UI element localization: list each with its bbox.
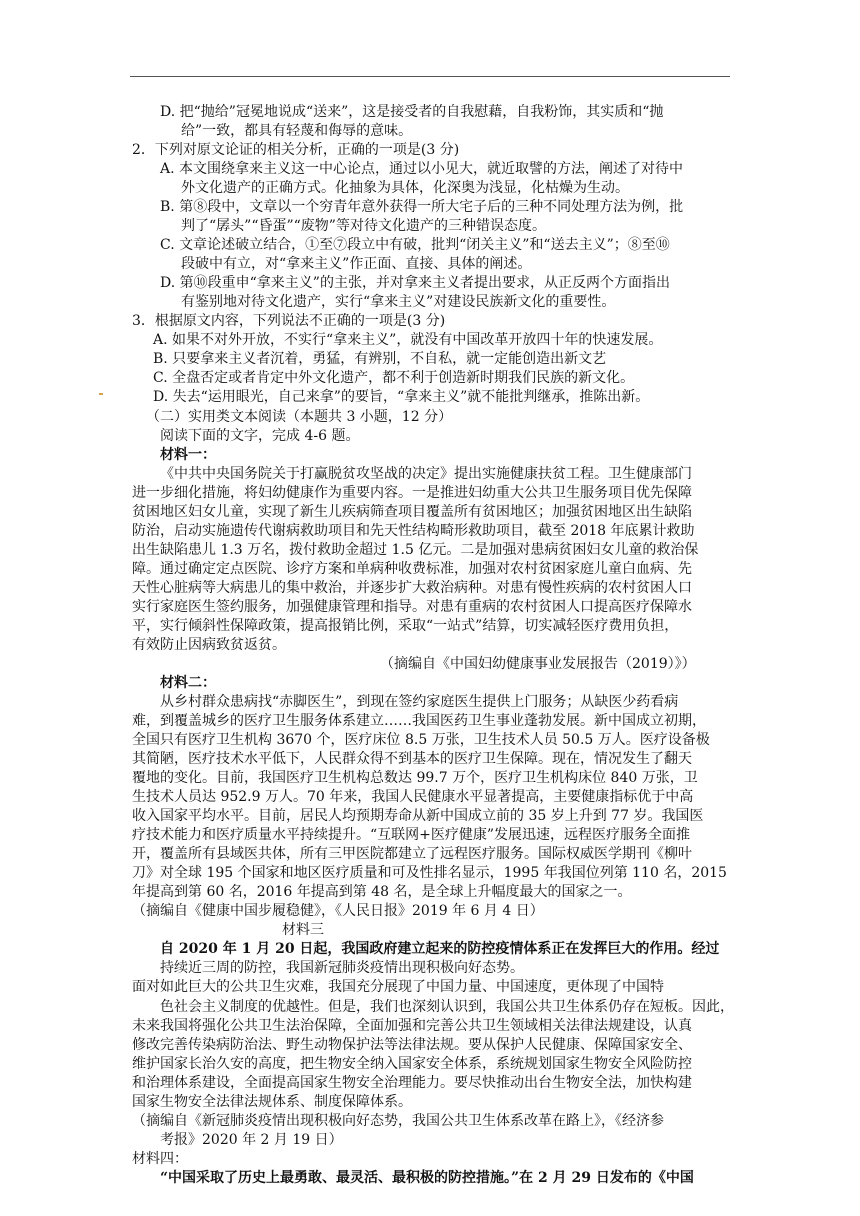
text-line: 贫困地区妇女儿童，实现了新生儿疾病筛查项目覆盖所有贫困地区；加强贫困地区出生缺陷 — [132, 504, 692, 520]
text-line: 维护国家长治久安的高度，把生物安全纳入国家安全体系，系统规划国家生物安全风险防控 — [132, 1056, 692, 1072]
text-line: D. 第⑩段重申“拿来主义”的主张，并对拿来主义者提出要求，从正反两个方面指出 — [160, 275, 670, 291]
source-citation: （摘编自《中国妇幼健康事业发展报告（2019）》） — [380, 656, 696, 672]
material-2-heading: 材料二： — [160, 675, 216, 691]
text-line: 有效防止因病致贫返贫。 — [132, 637, 286, 653]
text-line: 修改完善传染病防治法、野生动物保护法等法律法规。要从保护人民健康、保障国家安全、 — [132, 1037, 692, 1053]
text-line: 收入国家平均水平。目前，居民人均预期寿命从新中国成立前的 35 岁上升到 77 岁。我国医 — [132, 808, 704, 824]
text-line: 全国只有医疗卫生机构 3670 个，医疗床位 8.5 万张，卫生技术人员 50.5 万人。医疗设备极 — [132, 732, 710, 748]
text-line: 有鉴别地对待文化遗产，实行“拿来主义”对建设民族新文化的重要性。 — [181, 294, 616, 310]
text-line: 疗技术能力和医疗质量水平持续提升。“互联网+医疗健康”发展迅速，远程医疗服务全面推 — [132, 827, 691, 843]
question-3-stem: 3．根据原文内容，下列说法不正确的一项是(3 分) — [132, 313, 446, 329]
text-line: B. 第⑧段中，文章以一个穷青年意外获得一所大宅子后的三种不同处理方法为例，批 — [160, 199, 684, 215]
text-line: 未来我国将强化公共卫生法治保障，全面加强和完善公共卫生领域相关法律法规建设，认真 — [132, 1018, 692, 1034]
question-2-stem: 2．下列对原文论证的相关分析，正确的一项是(3 分) — [132, 142, 460, 158]
text-line: 给”一致，都具有轻蔑和侮辱的意味。 — [181, 123, 413, 139]
text-line: 国家生物安全法律法规体系、制度保障体系。 — [132, 1094, 412, 1110]
text-line: 阅读下面的文字，完成 4-6 题。 — [160, 428, 360, 444]
text-line: 从乡村群众患病找“赤脚医生”，到现在签约家庭医生提供上门服务；从缺医少药看病 — [160, 694, 679, 710]
text-line: 天性心脏病等大病患儿的集中救治，并逐步扩大救治病种。对患有慢性疾病的农村贫困人口 — [132, 580, 692, 596]
text-line: 《中共中央国务院关于打赢脱贫攻坚战的决定》提出实施健康扶贫工程。卫生健康部门 — [160, 466, 692, 482]
text-line: 开，覆盖所有县域医共体，所有三甲医院都建立了远程医疗服务。国际权威医学期刊《柳叶 — [132, 846, 692, 862]
material-3-heading: 自 2020 年 1 月 20 日起，我国政府建立起来的防控疫情体系正在发挥巨大的作用。经过 — [160, 941, 720, 957]
text-line: 防治，启动实施遗传代谢病救助项目和先天性结构畸形救助项目，截至 2018 年底累计救助 — [132, 523, 695, 539]
text-line: 判了“孱头”“昏蛋”“废物”等对待文化遗产的三种错误态度。 — [181, 218, 546, 234]
text-line: 持续近三周的防控，我国新冠肺炎疫情出现积极向好态势。 — [160, 960, 524, 976]
section-heading: （二）实用类文本阅读（本题共 3 小题，12 分） — [146, 409, 453, 425]
text-line: 段破中有立，对“拿来主义”作正面、直接、具体的阐述。 — [181, 256, 532, 272]
text-line: 进一步细化措施，将妇幼健康作为重要内容。一是推进妇幼重大公共卫生服务项目优先保障 — [132, 485, 692, 501]
source-citation: 考报》2020 年 2 月 19 日） — [160, 1132, 343, 1148]
text-line: A. 本文围绕拿来主义这一中心论点，通过以小见大，就近取譬的方法，阐述了对待中 — [160, 161, 684, 177]
text-line: C. 全盘否定或者肯定中外文化遗产，都不利于创造新时期我们民族的新文化。 — [153, 370, 635, 386]
text-line: B. 只要拿来主义者沉着，勇猛，有辨别，不自私，就一定能创造出新文艺 — [153, 351, 607, 367]
text-line: 年提高到第 60 名，2016 年提高到第 48 名，是全球上升幅度最大的国家之一。 — [132, 884, 632, 900]
text-line: A. 如果不对外开放，不实行“拿来主义”，就没有中国改革开放四十年的快速发展。 — [153, 332, 663, 348]
margin-mark — [99, 393, 103, 395]
text-line: （摘编自《新冠肺炎疫情出现积极向好态势，我国公共卫生体系改革在路上》，《经济参 — [132, 1113, 664, 1129]
text-line: 实行家庭医生签约服务，加强健康管理和指导。对患有重病的农村贫困人口提高医疗保障水 — [132, 599, 692, 615]
text-line: 难，到覆盖城乡的医疗卫生服务体系建立……我国医药卫生事业蓬勃发展。新中国成立初期， — [132, 713, 706, 729]
text-line: C. 文章论述破立结合，①至⑦段立中有破，批判“闭关主义”和“送去主义”；⑧至⑩ — [160, 237, 670, 253]
text-line: D. 失去“运用眼光，自己来拿”的要旨，“拿来主义”就不能批判继承，推陈出新。 — [153, 389, 650, 405]
text-line: 面对如此巨大的公共卫生灾难，我国充分展现了中国力量、中国速度，更体现了中国特 — [132, 979, 664, 995]
text-line: （摘编自《健康中国步履稳健》，《人民日报》2019 年 6 月 4 日） — [132, 903, 544, 919]
text-line: 刀》对全球 195 个国家和地区医疗质量和可及性排名显示，1995 年我国位列第 110 名，2015 — [132, 865, 727, 881]
text-line: 其简陋，医疗技术水平低下，人民群众得不到基本的医疗卫生保障。现在，情况发生了翻天 — [132, 751, 692, 767]
text-line: 生技术人员达 952.9 万人。70 年来，我国人民健康水平显著提高，主要健康指标优于中高 — [132, 789, 694, 805]
source-citation: 材料四： — [132, 1151, 188, 1167]
header-rule — [130, 76, 730, 77]
text-line: 和治理体系建设，全面提高国家生物安全治理能力。要尽快推动出台生物安全法，加快构建 — [132, 1075, 692, 1091]
text-line: 覆地的变化。目前，我国医疗卫生机构总数达 99.7 万个，医疗卫生机构床位 840 万张，卫 — [132, 770, 698, 786]
text-line: D. 把“抛给”冠冕地说成“送来”，这是接受者的自我慰藉，自我粉饰，其实质和“抛 — [160, 104, 664, 120]
material-1-heading: 材料一： — [160, 447, 216, 463]
material-4-heading: “中国采取了历史上最勇敢、最灵活、最积极的防控措施。”在 2 月 29 日发布的《中国 — [160, 1170, 694, 1186]
text-line: 障。通过确定定点医院、诊疗方案和单病种收费标准，加强对农村贫困家庭儿童白血病、先 — [132, 561, 692, 577]
text-line: 外文化遗产的正确方式。化抽象为具体，化深奥为浅显，化枯燥为生动。 — [181, 180, 629, 196]
source-citation: 材料三 — [282, 922, 324, 938]
text-line: 出生缺陷患儿 1.3 万名，拨付救助金超过 1.5 亿元。二是加强对患病贫困妇女儿童的救治保 — [132, 542, 699, 558]
text-line: 平，实行倾斜性保障政策，提高报销比例，采取“一站式”结算，切实减轻医疗费用负担， — [132, 618, 679, 634]
text-line: 色社会主义制度的优越性。但是，我们也深刻认识到，我国公共卫生体系仍存在短板。因此， — [160, 999, 734, 1015]
